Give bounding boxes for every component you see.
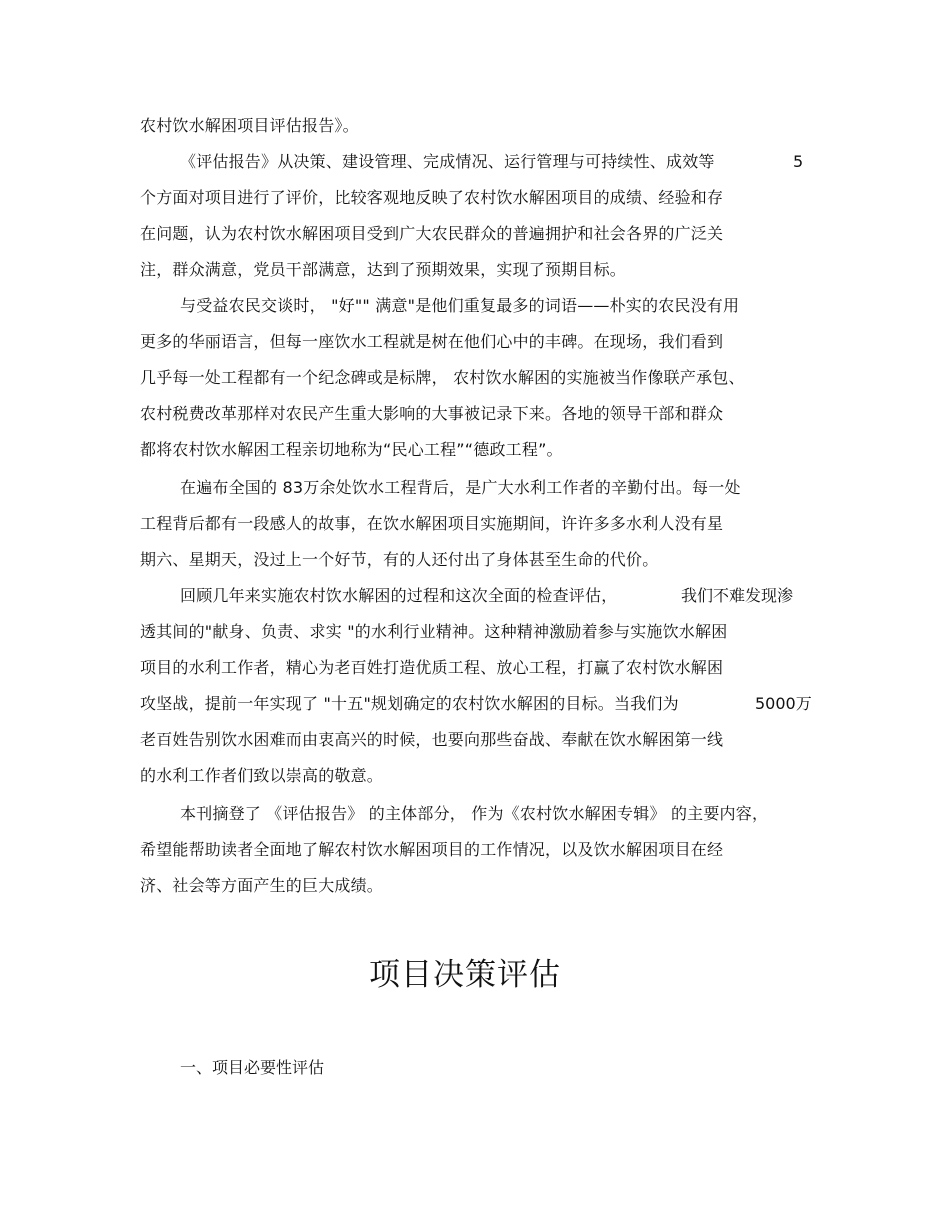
- text-line: 济、社会等方面产生的巨大成绩。: [140, 876, 384, 895]
- text-line: 《评估报告》从决策、建设管理、完成情况、运行管理与可持续性、成效等: [180, 152, 715, 171]
- text-line: 回顾几年来实施农村饮水解困的过程和这次全面的检查评估，: [180, 586, 618, 605]
- text-line: 在遍布全国的 83万余处饮水工程背后，是广大水利工作者的辛勤付出。每一处: [180, 478, 741, 497]
- text-line: 期六、星期天，没过上一个好节，有的人还付出了身体甚至生命的代价。: [140, 550, 659, 569]
- section-heading: 项目决策评估: [369, 957, 561, 993]
- text-line: 更多的华丽语言，但每一座饮水工程就是树在他们心中的丰碑。在现场，我们看到: [140, 332, 724, 351]
- text-line: 我们不难发现渗: [681, 586, 794, 605]
- text-line: 攻坚战，提前一年实现了 "十五"规划确定的农村饮水解困的目标。当我们为: [140, 694, 679, 713]
- text-line: 农村饮水解困项目评估报告》。: [140, 116, 359, 135]
- text-line: 几乎每一处工程都有一个纪念碑或是标牌， 农村饮水解困的实施被当作像联产承包、: [140, 368, 745, 387]
- text-line: 在问题，认为农村饮水解困项目受到广大农民群众的普遍拥护和社会各界的广泛关: [140, 224, 724, 243]
- text-line: 透其间的"献身、负责、求实 "的水利行业精神。这种精神激励着参与实施饮水解困: [140, 622, 728, 641]
- subsection-heading: 一、项目必要性评估: [180, 1058, 325, 1077]
- text-line: 项目的水利工作者，精心为老百姓打造优质工程、放心工程，打赢了农村饮水解困: [140, 658, 724, 677]
- text-number: 5: [793, 152, 804, 171]
- text-line: 工程背后都有一段感人的故事，在饮水解困项目实施期间，许许多多水利人没有星: [140, 514, 724, 533]
- text-line: 农村税费改革那样对农民产生重大影响的大事被记录下来。各地的领导干部和群众: [140, 404, 724, 423]
- text-line: 希望能帮助读者全面地了解农村饮水解困项目的工作情况，以及饮水解困项目在经: [140, 840, 724, 859]
- text-line: 本刊摘登了 《评估报告》 的主体部分， 作为《农村饮水解困专辑》 的主要内容，: [180, 804, 769, 823]
- text-number: 5000万: [755, 694, 812, 713]
- text-line: 与受益农民交谈时， "好"" 满意"是他们重复最多的词语——朴实的农民没有用: [180, 296, 740, 315]
- text-line: 注，群众满意，党员干部满意，达到了预期效果，实现了预期目标。: [140, 260, 627, 279]
- text-line: 个方面对项目进行了评价，比较客观地反映了农村饮水解困项目的成绩、经验和存: [140, 188, 724, 207]
- text-line: 的水利工作者们致以崇高的敬意。: [140, 766, 384, 785]
- text-line: 老百姓告别饮水困难而由衷高兴的时候，也要向那些奋战、奉献在饮水解困第一线: [140, 730, 724, 749]
- text-line: 都将农村饮水解困工程亲切地称为“民心工程”“德政工程”。: [140, 440, 563, 459]
